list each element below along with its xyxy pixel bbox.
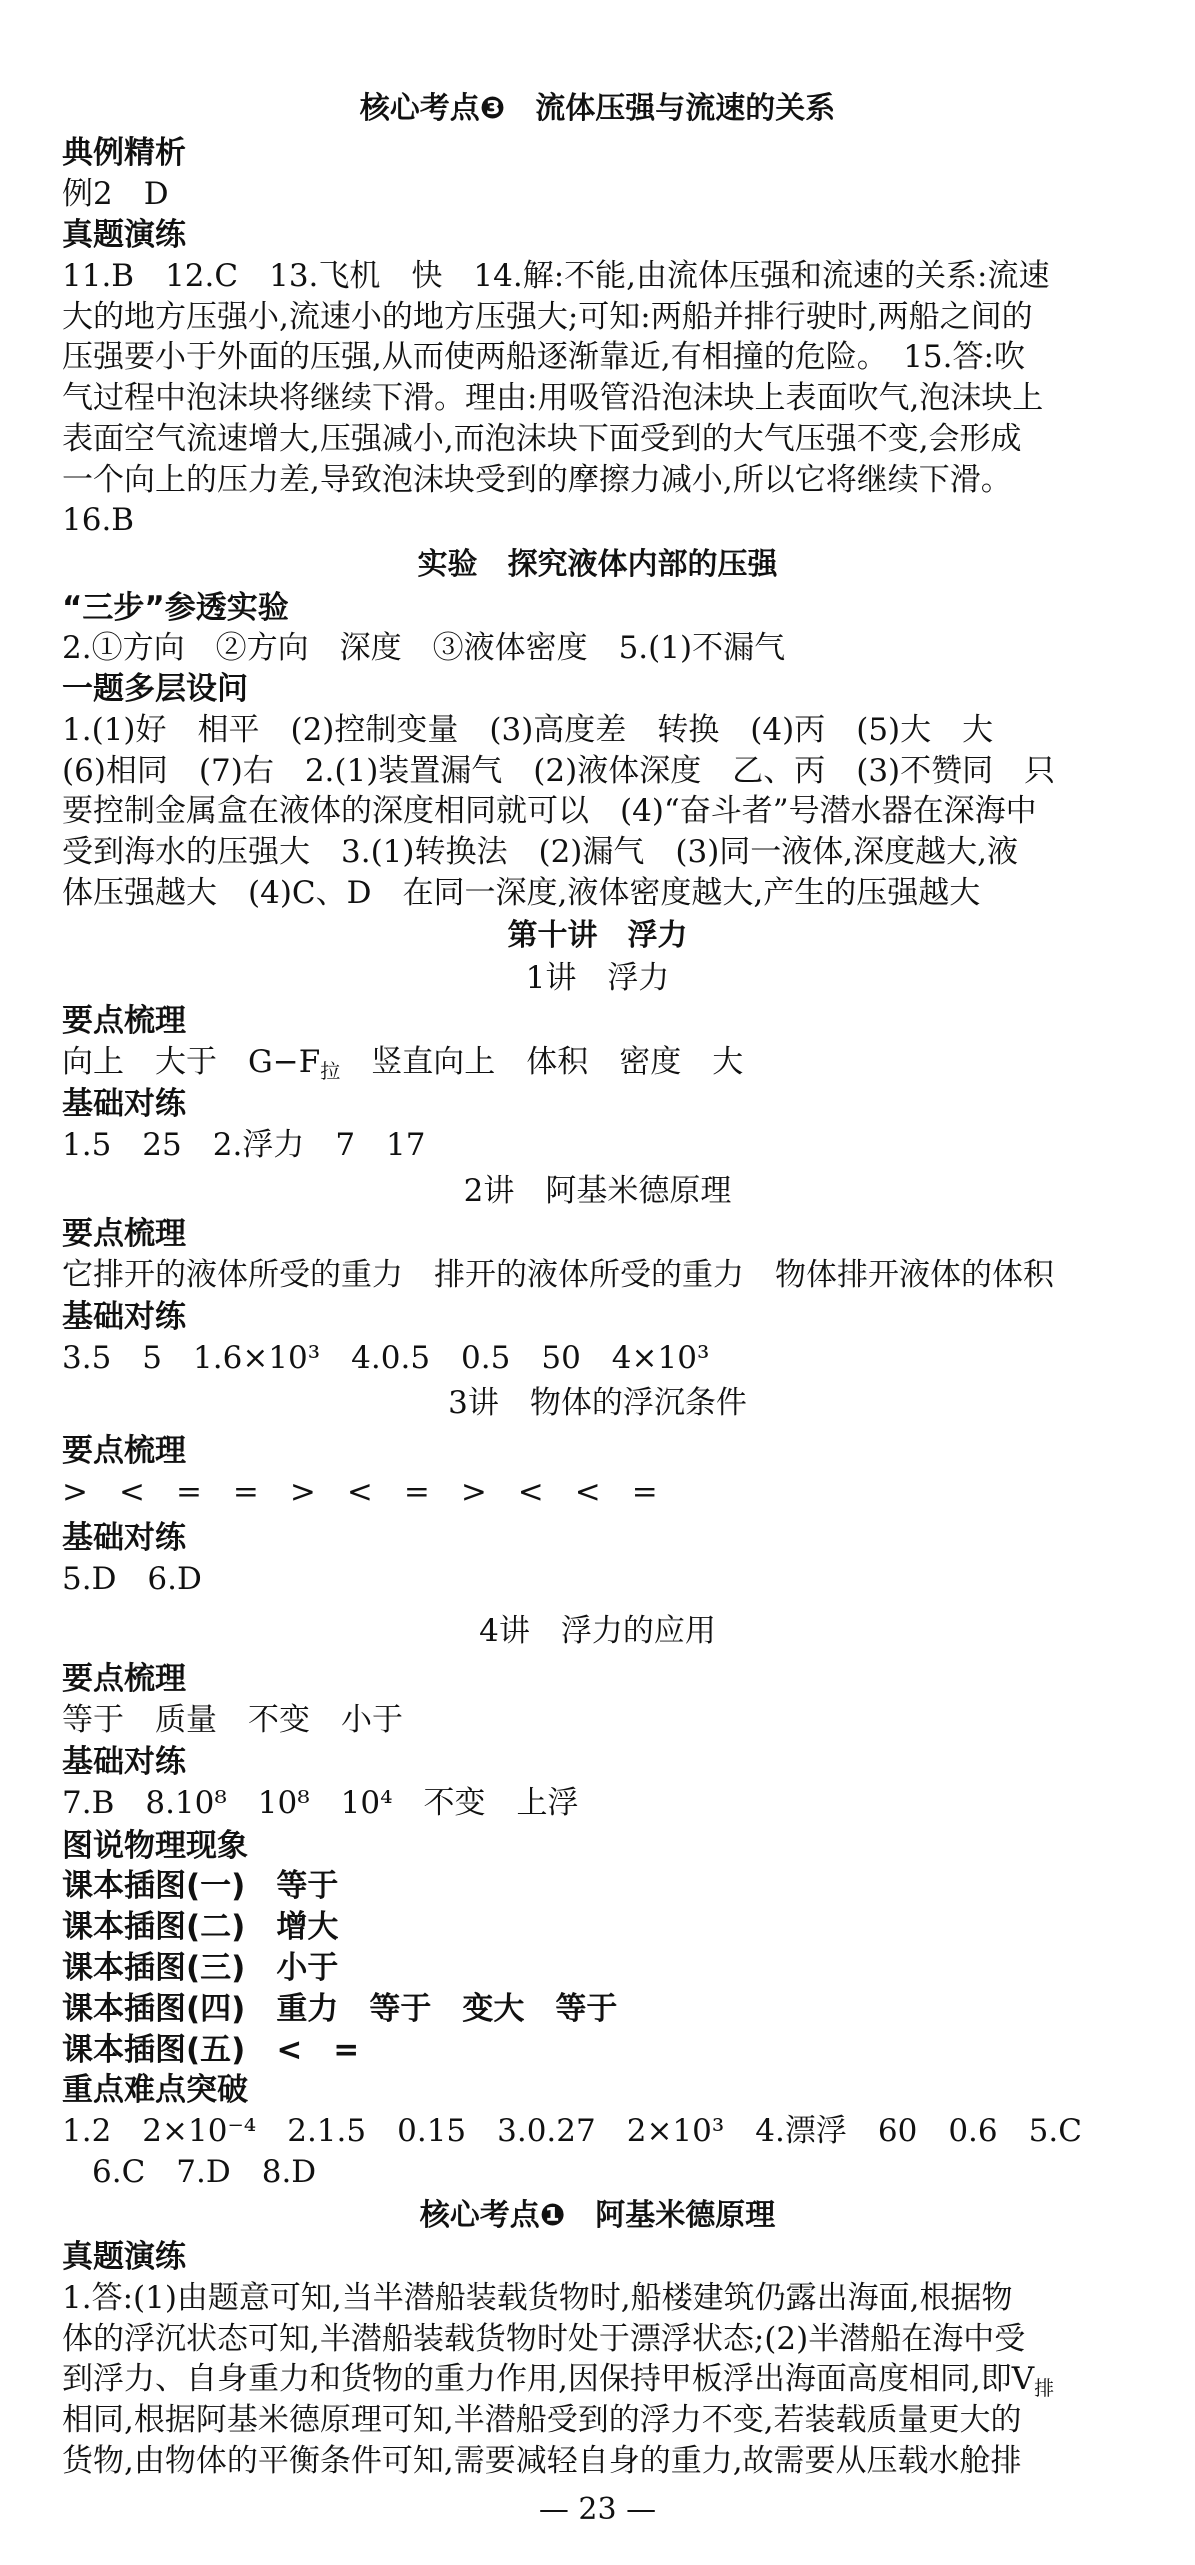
subsection-label: 典例精析 bbox=[62, 135, 186, 172]
text-segment: 竖直向上 体积 密度 大 bbox=[340, 1043, 744, 1080]
subsection-label: 真题演练 bbox=[62, 217, 186, 254]
text-line: 体的浮沉状态可知,半潜船装载货物时处于漂浮状态;(2)半潜船在海中受 bbox=[62, 2320, 1026, 2357]
text-line: 等于 质量 不变 小于 bbox=[62, 1701, 403, 1738]
text-line: 大的地方压强小,流速小的地方压强大;可知:两船并排行驶时,两船之间的 bbox=[62, 298, 1033, 335]
subsection-label: 真题演练 bbox=[62, 2239, 186, 2276]
subsection-label: 要点梳理 bbox=[62, 1432, 186, 1469]
text-line: 1.(1)好 相平 (2)控制变量 (3)高度差 转换 (4)丙 (5)大 大 bbox=[62, 711, 994, 748]
figure-answer-line: 课本插图(一) 等于 bbox=[62, 1868, 339, 1905]
text-line: 1.2 2×10⁻⁴ 2.1.5 0.15 3.0.27 2×10³ 4.漂浮 60 0.6 5.C bbox=[62, 2113, 1082, 2150]
section-heading: 核心考点❶ 阿基米德原理 bbox=[419, 2198, 776, 2234]
subscript: 拉 bbox=[320, 1058, 341, 1083]
section-heading: 核心考点❸ 流体压强与流速的关系 bbox=[359, 91, 836, 126]
text-line: 16.B bbox=[62, 502, 135, 539]
subsection-label: 要点梳理 bbox=[62, 1660, 186, 1697]
text-line: 受到海水的压强大 3.(1)转换法 (2)漏气 (3)同一液体,深度越大,液 bbox=[62, 834, 1019, 871]
page-number: — 23 — bbox=[538, 2492, 657, 2527]
text-line: 货物,由物体的平衡条件可知,需要减轻自身的重力,故需要从压载水舱排 bbox=[62, 2443, 1022, 2479]
text-line: 1.5 25 2.浮力 7 17 bbox=[62, 1127, 426, 1164]
subsection-label: 要点梳理 bbox=[62, 1002, 186, 1039]
subsection-label: 要点梳理 bbox=[62, 1216, 186, 1253]
text-line: > < = = > < = > < < = bbox=[62, 1473, 658, 1510]
subsection-label: 基础对练 bbox=[62, 1519, 186, 1556]
subsection-label: 基础对练 bbox=[62, 1744, 186, 1781]
figure-answer-line: 课本插图(二) 增大 bbox=[62, 1909, 339, 1946]
section-heading: 实验 探究液体内部的压强 bbox=[417, 546, 778, 582]
subsection-label: 一题多层设问 bbox=[62, 671, 248, 708]
text-line: 例2 D bbox=[62, 176, 169, 213]
text-line: 11.B 12.C 13.飞机 快 14.解:不能,由流体压强和流速的关系:流速 bbox=[62, 257, 1050, 294]
subsection-label: 图说物理现象 bbox=[62, 1827, 248, 1864]
text-line: 3.5 5 1.6×10³ 4.0.5 0.5 50 4×10³ bbox=[62, 1340, 710, 1377]
text-line: 压强要小于外面的压强,从而使两船逐渐靠近,有相撞的危险。 15.答:吹 bbox=[62, 339, 1025, 376]
subsection-label: 基础对练 bbox=[62, 1086, 186, 1123]
text-line: 气过程中泡沫块将继续下滑。理由:用吸管沿泡沫块上表面吹气,泡沫块上 bbox=[62, 380, 1044, 417]
text-line: 1.答:(1)由题意可知,当半潜船装载货物时,船楼建筑仍露出海面,根据物 bbox=[62, 2279, 1013, 2316]
figure-answer-line: 课本插图(四) 重力 等于 变大 等于 bbox=[62, 1990, 618, 2027]
text-segment: 到浮力、自身重力和货物的重力作用,因保持甲板浮出海面高度相同,即V bbox=[62, 2361, 1035, 2398]
text-line: 7.B 8.10⁸ 10⁸ 10⁴ 不变 上浮 bbox=[62, 1785, 579, 1822]
text-line: 相同,根据阿基米德原理可知,半潜船受到的浮力不变,若装载质量更大的 bbox=[62, 2402, 1022, 2439]
subsection-label: “三步”参透实验 bbox=[62, 589, 289, 626]
text-line: 要控制金属盒在液体的深度相同就可以 (4)“奋斗者”号潜水器在深海中 bbox=[62, 793, 1037, 830]
subsection-label: 重点难点突破 bbox=[62, 2072, 248, 2109]
text-line: 体压强越大 (4)C、D 在同一深度,液体密度越大,产生的压强越大 bbox=[62, 875, 981, 911]
lesson-heading: 4讲 浮力的应用 bbox=[479, 1612, 716, 1649]
text-line: (6)相同 (7)右 2.(1)装置漏气 (2)液体深度 乙、丙 (3)不赞同 只 bbox=[62, 752, 1056, 789]
subscript: 排 bbox=[1034, 2376, 1055, 2401]
text-line: 6.C 7.D 8.D bbox=[92, 2153, 317, 2190]
lesson-heading: 2讲 阿基米德原理 bbox=[463, 1173, 732, 1210]
figure-answer-line: 课本插图(五) < = bbox=[62, 2031, 360, 2068]
lesson-heading: 1讲 浮力 bbox=[525, 960, 670, 997]
text-line: 表面空气流速增大,压强减小,而泡沫块下面受到的大气压强不变,会形成 bbox=[62, 420, 1022, 457]
figure-answer-line: 课本插图(三) 小于 bbox=[62, 1949, 339, 1986]
text-line: 它排开的液体所受的重力 排开的液体所受的重力 物体排开液体的体积 bbox=[62, 1256, 1054, 1293]
text-line: 2.①方向 ②方向 深度 ③液体密度 5.(1)不漏气 bbox=[62, 630, 786, 667]
subsection-label: 基础对练 bbox=[62, 1299, 186, 1336]
lesson-heading: 3讲 物体的浮沉条件 bbox=[448, 1384, 747, 1421]
text-segment: 向上 大于 G−F bbox=[62, 1043, 321, 1080]
text-line: 5.D 6.D bbox=[62, 1560, 202, 1597]
text-line: 一个向上的压力差,导致泡沫块受到的摩擦力减小,所以它将继续下滑。 bbox=[62, 461, 1012, 498]
chapter-heading: 第十讲 浮力 bbox=[507, 917, 688, 953]
